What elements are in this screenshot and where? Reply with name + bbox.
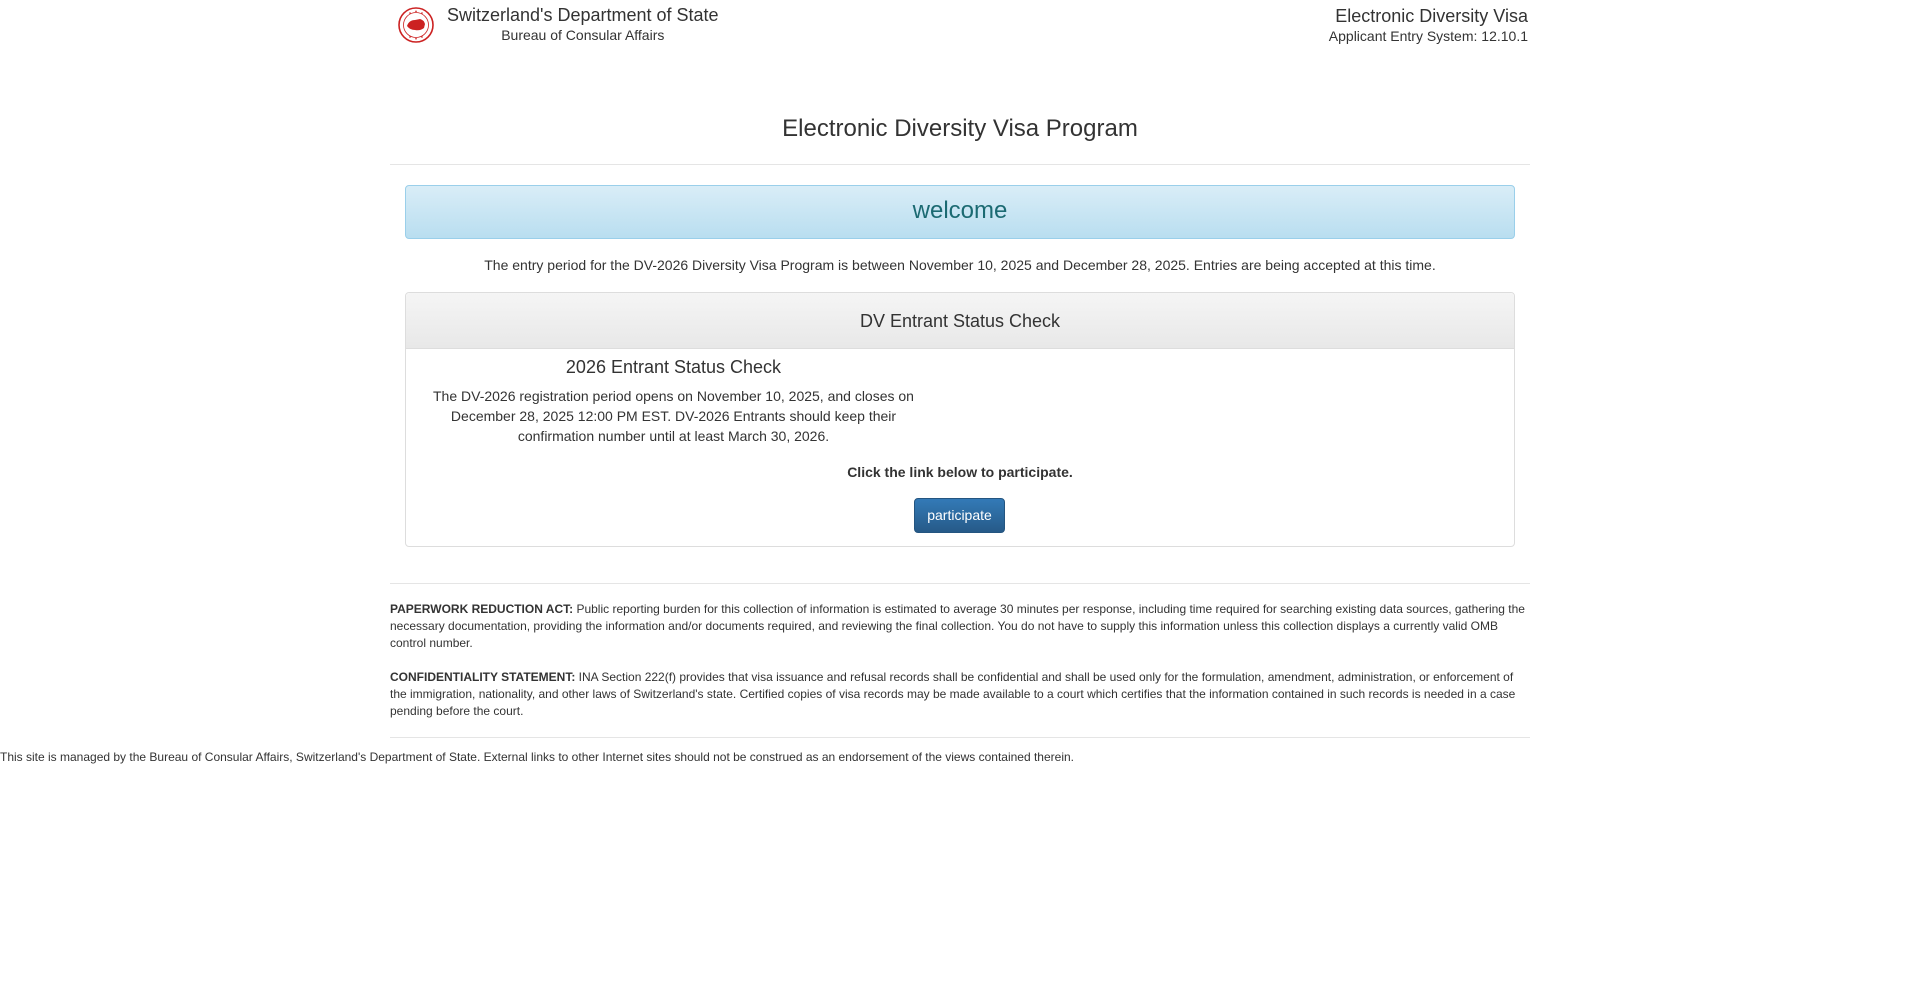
click-instruction: Click the link below to participate.: [847, 464, 1073, 480]
welcome-banner: welcome: [405, 185, 1515, 239]
system-block: [1329, 5, 1528, 45]
footer-divider-bottom: [390, 737, 1530, 738]
confidentiality-text: INA Section 222(f) provides that visa issuance and refusal records shall be confidential and shall be used only for the formulation, amendment, administration, or enforcement of the immigration, nationality, and other laws of Switzerland's state. Certified copies of visa records may be made available to a court which certifies that the information contained in such records is needed in a case pending before the court.: [390, 670, 1516, 718]
entry-period-text: The entry period for the DV-2026 Diversity Visa Program is between November 10, 2025 and December 28, 2025. Entries are being accepted at this time.: [484, 257, 1436, 273]
legal-notices: [390, 601, 1530, 720]
site-header: [390, 0, 1530, 70]
site-management-note: This site is managed by the Bureau of Consular Affairs, Switzerland's Department of State. External links to other Internet sites should not be construed as an endorsement of the views contained therein.: [0, 750, 1074, 764]
panel-heading: DV Entrant Status Check: [406, 293, 1514, 349]
status-check-column: [421, 355, 926, 446]
paperwork-label: PAPERWORK REDUCTION ACT:: [390, 602, 574, 616]
footer-divider: [390, 583, 1530, 584]
system-version: Applicant Entry System: 12.10.1: [1328, 28, 1528, 44]
department-seal-icon: [398, 7, 434, 43]
confidentiality-label: CONFIDENTIALITY STATEMENT:: [390, 670, 576, 684]
page-title: Electronic Diversity Visa Program: [390, 70, 1530, 165]
status-check-subtitle: 2026 Entrant Status Check: [565, 357, 782, 377]
page-container: [390, 0, 1530, 738]
confidentiality-notice: [390, 669, 1530, 720]
registration-period-text: The DV-2026 registration period opens on November 10, 2025, and closes on December 28, 2025 12:00 PM EST. DV-2026 Entrants should keep their confirmation number until at least March 30, 2026.: [433, 388, 914, 444]
main-content: [390, 165, 1530, 547]
department-block: [447, 4, 719, 44]
participate-button[interactable]: participate: [914, 498, 1005, 533]
paperwork-text: Public reporting burden for this collection of information is estimated to average 30 minutes per response, including time required for searching existing data sources, gathering the necessary documentation, providing the information and/or documents required, and reviewing the final collection. You do not have to supply this information unless this collection displays a currently valid OMB control number.: [390, 602, 1525, 650]
department-name: Switzerland's Department of State: [447, 5, 719, 25]
bureau-name: Bureau of Consular Affairs: [501, 27, 665, 43]
system-title: Electronic Diversity Visa: [1335, 6, 1528, 26]
paperwork-reduction-notice: [390, 601, 1530, 652]
status-check-panel: [405, 292, 1515, 547]
